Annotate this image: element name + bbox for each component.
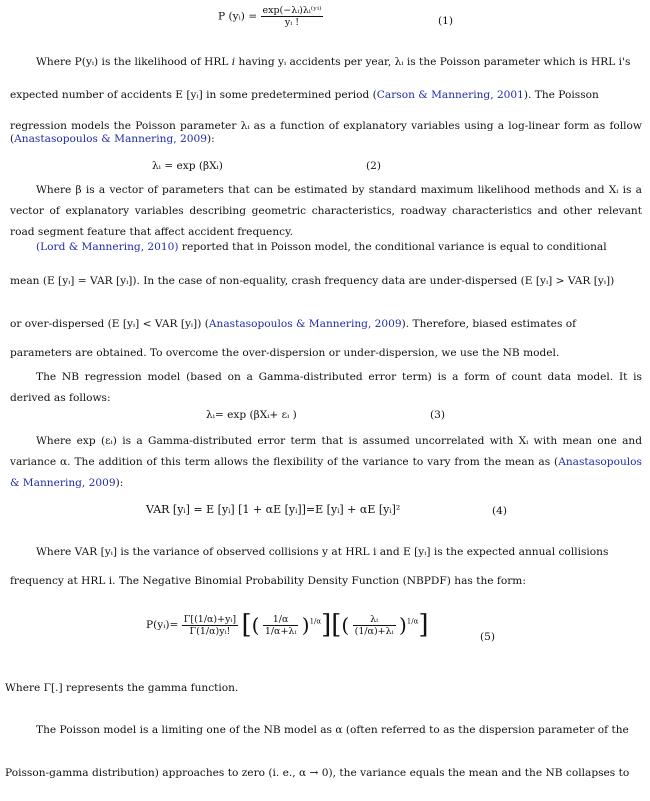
eq1-lhs: P (yᵢ) =	[218, 10, 258, 23]
citation-anastasopoulos-2009-a[interactable]: Anastasopoulos & Mannering, 2009	[14, 133, 207, 145]
eq1-fraction	[261, 5, 324, 28]
eq1-number: (1)	[438, 15, 454, 27]
paragraph-6-line-2	[10, 575, 642, 588]
citation-anastasopoulos-2009-c[interactable]: Anastasopoulos & Mannering, 2009	[10, 456, 642, 489]
eq5-paren-close-2: )	[398, 613, 407, 637]
para6-text-b: frequency at HRL i. The Negative Binomial Probability Density Function (NBPDF) has the form:	[10, 575, 526, 587]
para5-text-b: ):	[115, 477, 124, 489]
eq5-den-2: 1/α+λᵢ	[264, 625, 297, 637]
paragraph-7: Where Γ[.] represents the gamma function.	[5, 682, 239, 694]
para3-text-a: reported that in Poisson model, the conditional variance is equal to conditional	[178, 241, 607, 253]
eq1-numerator: exp(−λᵢ)λᵢ⁽ʸⁱ⁾	[262, 5, 322, 16]
eq5-paren-close-1: )	[301, 613, 310, 637]
eq5-exponent-1: 1/α	[309, 617, 322, 626]
eq2-number: (2)	[366, 160, 382, 172]
para1-text-e: ). The Poisson	[523, 89, 599, 101]
eq3-number: (3)	[430, 409, 446, 421]
eq5-bracket-close-1: ]	[321, 610, 332, 640]
para1-text-f: regression models the Poisson parameter λᵢ as a function of explanatory variables using a log-linear form as follow (	[10, 120, 642, 145]
eq5-bracket-open-1: [	[241, 610, 252, 640]
eq5-den-3: (1/α)+λᵢ	[354, 625, 394, 637]
eq5-num-2: 1/α	[263, 614, 299, 626]
eq5-bracket-close-2: ]	[418, 610, 429, 640]
para1-text-d: expected number of accidents E [yᵢ] in some predetermined period (	[10, 89, 377, 101]
para3-text-e: parameters are obtained. To overcome the over-dispersion or under-dispersion, we use the NB model.	[10, 347, 560, 359]
eq5-bracket-open-2: [	[331, 610, 342, 640]
eq5-fraction-2	[263, 614, 299, 637]
paragraph-3-line-2	[10, 275, 642, 288]
paragraph-8-line-2	[5, 767, 637, 780]
eq5-fraction-1	[182, 614, 238, 637]
para3-text-c: or over-dispersed (E [yᵢ] < VAR [yᵢ]) (	[10, 318, 209, 330]
para3-text-d: ). Therefore, biased estimates of	[401, 318, 577, 330]
paragraph-6-line-1	[10, 546, 642, 559]
citation-carson-2001[interactable]: Carson & Mannering, 2001	[376, 89, 524, 101]
eq5-number: (5)	[480, 631, 496, 643]
equation-1	[218, 5, 323, 28]
paragraph-2: Where β is a vector of parameters that can be estimated by standard maximum likelihood methods and Xᵢ is a vector of explanatory variables describing geometric characteristics, roadway characteristics and other relevant road segment feature that affect accident frequency.	[10, 184, 642, 238]
paragraph-1-line-1	[10, 56, 642, 69]
para8-text-b: Poisson-gamma distribution) approaches to zero (i. e., α → 0), the variance equals the mean and the NB collapses to	[5, 767, 630, 779]
citation-anastasopoulos-2009-b[interactable]: Anastasopoulos & Mannering, 2009	[208, 318, 402, 330]
eq5-paren-open-1: (	[251, 613, 260, 637]
eq5-den-1: Γ(1/α)yᵢ!	[189, 625, 231, 637]
eq5-num-3: λᵢ	[353, 614, 396, 626]
paragraph-4: The NB regression model (based on a Gamma-distributed error term) is a form of count data model. It is derived as follows:	[10, 371, 642, 404]
equation-2: λᵢ = exp (βXᵢ)	[152, 160, 223, 172]
para8-text-a: The Poisson model is a limiting one of the NB model as α (often referred to as the dispersion parameter of the	[36, 724, 629, 736]
eq5-lhs: P(yᵢ)=	[146, 619, 179, 631]
eq5-paren-open-2: (	[341, 613, 350, 637]
para1-text-a: Where P(yᵢ) is the likelihood of HRL	[36, 56, 232, 68]
para1-text-g: ):	[206, 133, 215, 145]
paragraph-3-line-3	[10, 318, 642, 331]
equation-3: λᵢ= exp (βXᵢ+ εᵢ )	[206, 409, 297, 421]
eq5-num-1: Γ[(1/α)+yᵢ]	[183, 613, 237, 625]
para6-text-a: Where VAR [yᵢ] is the variance of observed collisions y at HRL i and E [yᵢ] is the expected annual collisions	[36, 546, 609, 558]
paragraph-5	[10, 431, 642, 494]
para3-text-b: mean (E [yᵢ] = VAR [yᵢ]). In the case of non-equality, crash frequency data are under-dispersed (E [yᵢ] > VAR [yᵢ])	[10, 275, 615, 287]
paragraph-3-line-1	[10, 241, 642, 254]
eq5-exponent-2: 1/α	[406, 617, 419, 626]
citation-lord-2010[interactable]: (Lord & Mannering, 2010)	[36, 241, 179, 253]
para1-text-c: having yᵢ accidents per year, λᵢ is the Poisson parameter which is HRL i's	[235, 56, 631, 68]
paragraph-1-line-3	[10, 120, 642, 146]
eq5-fraction-3	[353, 614, 396, 637]
equation-5	[146, 612, 428, 638]
eq4-number: (4)	[492, 505, 508, 517]
paragraph-8-line-1	[10, 724, 642, 737]
para1-text-b: i	[231, 56, 236, 68]
paragraph-1-line-2	[10, 89, 642, 102]
eq1-denominator: yᵢ !	[284, 17, 300, 28]
equation-4: VAR [yᵢ] = E [yᵢ] [1 + αE [yᵢ]]=E [yᵢ] + αE [yᵢ]²	[146, 503, 401, 516]
paragraph-3-line-4	[10, 347, 642, 360]
para5-text-a: Where exp (εᵢ) is a Gamma-distributed error term that is assumed uncorrelated with Xᵢ with mean one and variance α. The addition of this term allows the flexibility of the variance to vary from the mean as (	[10, 435, 642, 468]
